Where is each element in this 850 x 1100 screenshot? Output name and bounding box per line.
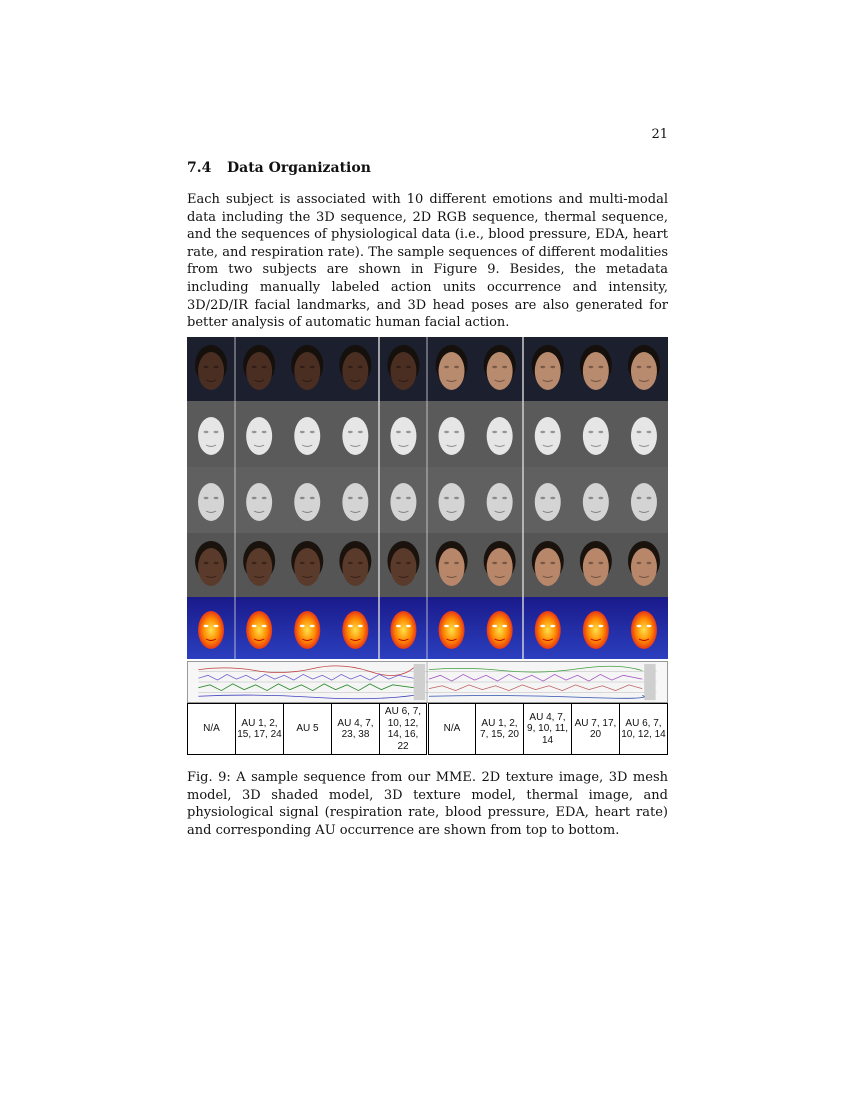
eye-mark	[406, 366, 411, 368]
eye-mark	[358, 625, 363, 627]
eye-mark	[300, 431, 305, 433]
eye-mark	[396, 562, 401, 564]
eye-mark	[310, 366, 315, 368]
eye-mark	[252, 497, 257, 499]
eye-mark	[348, 625, 353, 627]
face-thermal	[583, 611, 609, 649]
face-textured	[439, 548, 465, 586]
face-textured	[342, 548, 368, 586]
eye-mark	[540, 431, 545, 433]
face-textured	[487, 548, 513, 586]
eye-mark	[637, 562, 642, 564]
eye-mark	[214, 497, 219, 499]
face-shaded	[487, 483, 513, 521]
face-photo	[583, 352, 609, 390]
eye-mark	[502, 562, 507, 564]
face-textured	[631, 548, 657, 586]
eye-mark	[444, 562, 449, 564]
eye-mark	[550, 562, 555, 564]
au-cell: AU 6, 7, 10, 12, 14, 16, 22	[380, 704, 428, 755]
eye-mark	[598, 625, 603, 627]
face-mesh	[246, 417, 272, 455]
eye-mark	[396, 431, 401, 433]
eye-mark	[204, 431, 209, 433]
face-photo	[439, 352, 465, 390]
face-thermal	[198, 611, 224, 649]
body-paragraph: Each subject is associated with 10 different emotions and multi-modal data including the 3D sequence, 2D RGB sequence, thermal sequence, and the sequences of physiological data (i.e., blood pressure, EDA, heart rate, and respiration rate). The sample sequences of different modalities from two subjects are shown in Figure 9. Besides, the metadata including manually labeled action units occurrence and intensity, 3D/2D/IR facial landmarks, and 3D head poses are also generated for better analysis of automatic human facial action.	[187, 192, 668, 331]
eye-mark	[588, 562, 593, 564]
eye-mark	[396, 366, 401, 368]
au-cell: AU 7, 17, 20	[572, 704, 620, 755]
eye-mark	[647, 366, 652, 368]
eye-mark	[252, 562, 257, 564]
face-shaded	[631, 483, 657, 521]
face-thermal	[294, 611, 320, 649]
eye-mark	[492, 625, 497, 627]
eye-mark	[502, 431, 507, 433]
au-cell: AU 4, 7, 23, 38	[332, 704, 380, 755]
eye-mark	[502, 625, 507, 627]
eye-mark	[204, 562, 209, 564]
eye-mark	[550, 431, 555, 433]
eye-mark	[204, 625, 209, 627]
au-cell: AU 5	[284, 704, 332, 755]
face-thermal	[631, 611, 657, 649]
eye-mark	[454, 562, 459, 564]
eye-mark	[358, 562, 363, 564]
eye-mark	[300, 366, 305, 368]
eye-mark	[637, 366, 642, 368]
au-cell: N/A	[188, 704, 236, 755]
eye-mark	[454, 366, 459, 368]
eye-mark	[444, 625, 449, 627]
figure-caption: Fig. 9: A sample sequence from our MME. 2D texture image, 3D mesh model, 3D shaded model, 3D texture model, thermal image, and physiological signal (respiration rate, blood pressure, EDA, heart rate) and corresponding AU occurrence are shown from top to bottom.	[187, 770, 668, 838]
eye-mark	[647, 562, 652, 564]
eye-mark	[262, 497, 267, 499]
face-textured	[583, 548, 609, 586]
eye-mark	[492, 562, 497, 564]
eye-mark	[262, 562, 267, 564]
face-photo	[535, 352, 561, 390]
au-cell: AU 1, 2, 15, 17, 24	[236, 704, 284, 755]
figure-9	[187, 337, 668, 757]
face-textured	[246, 548, 272, 586]
eye-mark	[262, 625, 267, 627]
face-mesh	[294, 417, 320, 455]
eye-mark	[540, 366, 545, 368]
face-photo	[198, 352, 224, 390]
eye-mark	[492, 366, 497, 368]
face-textured	[390, 548, 416, 586]
eye-mark	[550, 366, 555, 368]
eye-mark	[310, 562, 315, 564]
face-shaded	[535, 483, 561, 521]
face-mesh	[198, 417, 224, 455]
eye-mark	[300, 625, 305, 627]
eye-mark	[588, 625, 593, 627]
eye-mark	[406, 625, 411, 627]
eye-mark	[204, 497, 209, 499]
eye-mark	[214, 562, 219, 564]
eye-mark	[647, 497, 652, 499]
eye-mark	[444, 497, 449, 499]
eye-mark	[454, 431, 459, 433]
face-mesh	[631, 417, 657, 455]
au-cell: AU 1, 2, 7, 15, 20	[476, 704, 524, 755]
face-photo	[342, 352, 368, 390]
eye-mark	[252, 366, 257, 368]
eye-mark	[454, 625, 459, 627]
face-mesh	[487, 417, 513, 455]
face-photo	[631, 352, 657, 390]
eye-mark	[396, 497, 401, 499]
face-shaded	[342, 483, 368, 521]
face-photo	[294, 352, 320, 390]
eye-mark	[214, 366, 219, 368]
eye-mark	[396, 625, 401, 627]
eye-mark	[492, 431, 497, 433]
eye-mark	[598, 431, 603, 433]
eye-mark	[502, 366, 507, 368]
eye-mark	[444, 366, 449, 368]
eye-mark	[214, 625, 219, 627]
face-photo	[246, 352, 272, 390]
eye-mark	[348, 431, 353, 433]
au-cell: AU 6, 7, 10, 12, 14	[620, 704, 668, 755]
face-shaded	[439, 483, 465, 521]
eye-mark	[406, 562, 411, 564]
eye-mark	[406, 497, 411, 499]
eye-mark	[300, 562, 305, 564]
au-cell: N/A	[428, 704, 476, 755]
face-shaded	[246, 483, 272, 521]
eye-mark	[540, 625, 545, 627]
eye-mark	[637, 625, 642, 627]
eye-mark	[406, 431, 411, 433]
eye-mark	[454, 497, 459, 499]
eye-mark	[598, 366, 603, 368]
eye-mark	[540, 562, 545, 564]
eye-mark	[310, 431, 315, 433]
eye-mark	[588, 431, 593, 433]
eye-mark	[348, 497, 353, 499]
eye-mark	[637, 431, 642, 433]
eye-mark	[550, 497, 555, 499]
au-occurrence-table	[187, 703, 668, 755]
au-cell: AU 4, 7, 9, 10, 11, 14	[524, 704, 572, 755]
eye-mark	[252, 625, 257, 627]
physiological-signal-plot	[187, 661, 668, 703]
eye-mark	[588, 366, 593, 368]
eye-mark	[637, 497, 642, 499]
face-mesh	[535, 417, 561, 455]
face-textured	[294, 548, 320, 586]
eye-mark	[358, 431, 363, 433]
face-thermal	[342, 611, 368, 649]
page-number: 21	[651, 127, 668, 142]
face-thermal	[439, 611, 465, 649]
eye-mark	[550, 625, 555, 627]
eye-mark	[492, 497, 497, 499]
face-thermal	[246, 611, 272, 649]
eye-mark	[262, 431, 267, 433]
face-mesh	[342, 417, 368, 455]
face-photo	[390, 352, 416, 390]
face-shaded	[583, 483, 609, 521]
eye-mark	[598, 497, 603, 499]
face-shaded	[198, 483, 224, 521]
eye-mark	[348, 562, 353, 564]
section-number: 7.4	[187, 160, 212, 176]
section-title: Data Organization	[227, 160, 371, 176]
eye-mark	[502, 497, 507, 499]
face-mesh	[439, 417, 465, 455]
face-shaded	[294, 483, 320, 521]
face-shaded	[390, 483, 416, 521]
face-textured	[198, 548, 224, 586]
eye-mark	[300, 497, 305, 499]
face-thermal	[390, 611, 416, 649]
eye-mark	[598, 562, 603, 564]
eye-mark	[444, 431, 449, 433]
face-mesh	[390, 417, 416, 455]
face-mesh	[583, 417, 609, 455]
face-photo	[487, 352, 513, 390]
eye-mark	[540, 497, 545, 499]
eye-mark	[358, 366, 363, 368]
modality-image-grid	[187, 337, 668, 659]
section-heading	[187, 160, 371, 176]
eye-mark	[358, 497, 363, 499]
eye-mark	[348, 366, 353, 368]
eye-mark	[252, 431, 257, 433]
eye-mark	[214, 431, 219, 433]
eye-mark	[310, 497, 315, 499]
eye-mark	[647, 431, 652, 433]
eye-mark	[647, 625, 652, 627]
face-thermal	[535, 611, 561, 649]
eye-mark	[204, 366, 209, 368]
eye-mark	[262, 366, 267, 368]
eye-mark	[310, 625, 315, 627]
face-textured	[535, 548, 561, 586]
eye-mark	[588, 497, 593, 499]
face-thermal	[487, 611, 513, 649]
